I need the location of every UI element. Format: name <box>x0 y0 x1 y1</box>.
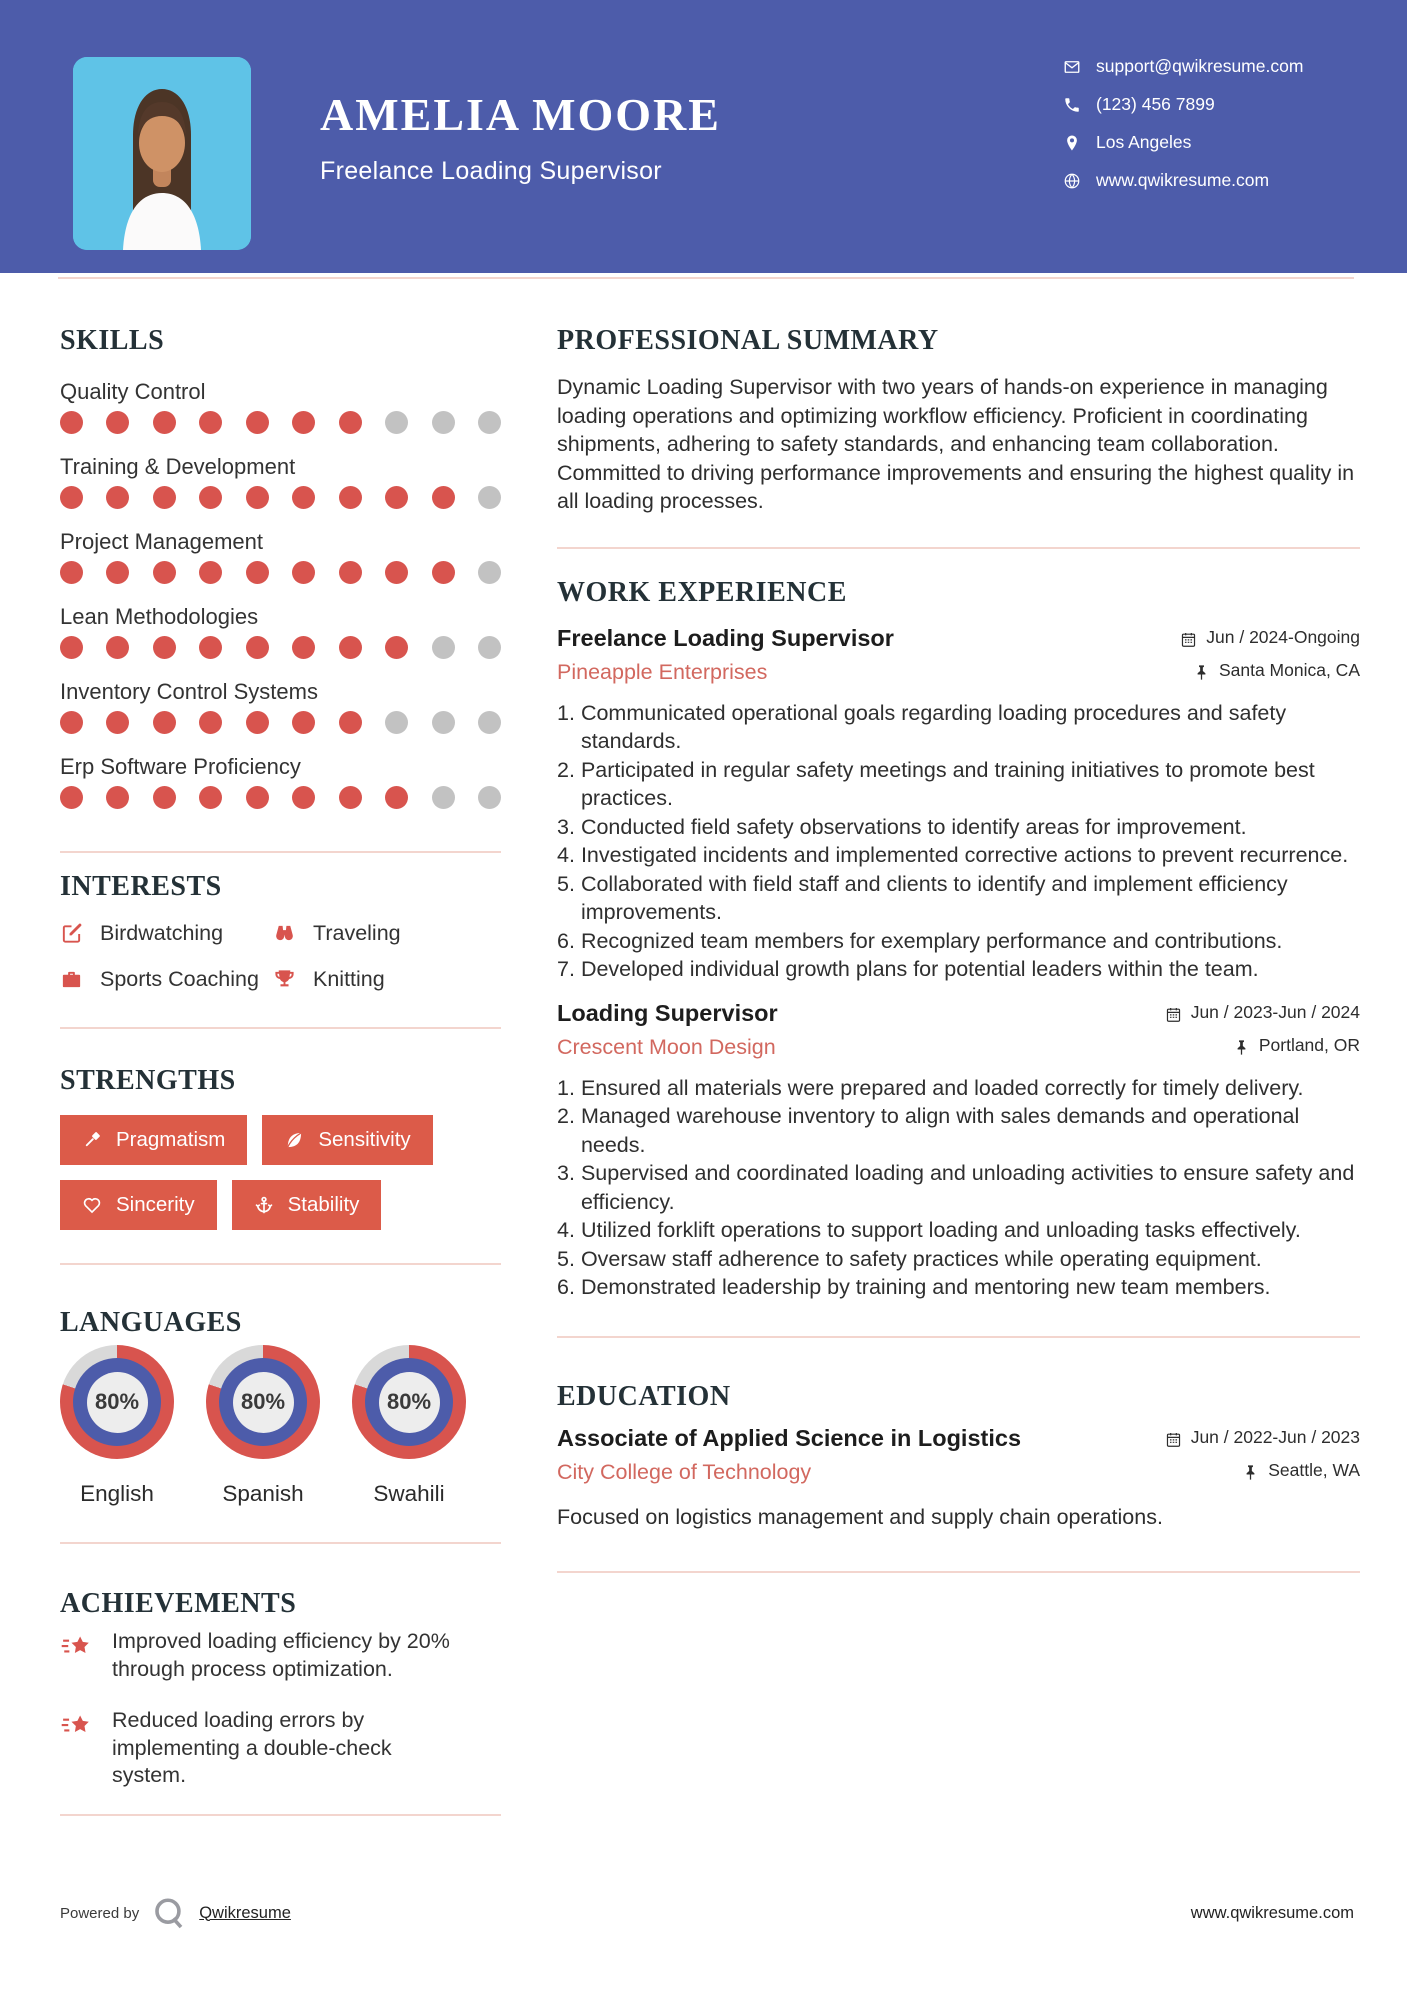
skill-dot-filled <box>246 411 269 434</box>
skill-dot-empty <box>432 636 455 659</box>
shooting-star-icon <box>60 1709 94 1743</box>
bullet-number: 3. <box>557 1161 575 1185</box>
language-item <box>206 1345 320 1507</box>
skill-label: Lean Methodologies <box>60 604 259 629</box>
contact-text: www.qwikresume.com <box>1096 170 1270 190</box>
donut-ring <box>365 1358 453 1446</box>
skill-dot-filled <box>339 786 362 809</box>
skill-dot-filled <box>199 786 222 809</box>
skill-dot-empty <box>432 411 455 434</box>
bullet-number: 7. <box>557 957 575 981</box>
achievement-item <box>60 1628 501 1683</box>
pushpin-icon <box>1193 664 1210 681</box>
leaf-icon <box>284 1130 304 1150</box>
skill-dot-filled <box>106 561 129 584</box>
education-header-row <box>557 1425 1360 1452</box>
bullet-number: 5. <box>557 1246 575 1271</box>
strength-badge <box>60 1115 247 1165</box>
achievement-item <box>60 1707 501 1790</box>
achievements-heading: ACHIEVEMENTS <box>60 1588 297 1619</box>
skill-dot-filled <box>292 561 315 584</box>
strengths-heading: STRENGTHS <box>60 1065 236 1096</box>
donut-percent: 80% <box>94 1389 140 1414</box>
skills-list <box>60 379 501 809</box>
interests-grid <box>60 921 501 992</box>
bullet-text: Collaborated with field staff and clients to identify and implement efficiency improvements. <box>580 871 1288 924</box>
skill-dot-filled <box>432 486 455 509</box>
strength-badge <box>60 1180 217 1230</box>
strength-badge <box>262 1115 432 1165</box>
skill-dot-filled <box>106 636 129 659</box>
anchor-icon <box>254 1195 274 1215</box>
strength-label: Stability <box>287 1193 360 1216</box>
email-icon <box>1063 58 1081 76</box>
skill-dot-filled <box>339 486 362 509</box>
job-location-text: Santa Monica, CA <box>1218 659 1360 680</box>
skill-dot-filled <box>199 486 222 509</box>
strengths-badges <box>60 1115 501 1245</box>
bullet-number: 1. <box>557 1075 575 1100</box>
skill-dot-filled <box>385 561 408 584</box>
donut-center <box>233 1372 294 1433</box>
skill-dot-filled <box>246 636 269 659</box>
job-bullet <box>557 955 1360 984</box>
bullet-number: 6. <box>557 928 575 953</box>
skill-label: Quality Control <box>60 379 206 404</box>
bullet-number: 5. <box>557 871 575 896</box>
contact-text: support@qwikresume.com <box>1096 56 1304 76</box>
bullet-number: 2. <box>557 1104 575 1128</box>
bullet-text: Developed individual growth plans for potential leaders within the team. <box>580 957 1259 981</box>
job-bullet <box>557 927 1360 956</box>
contact-item <box>1063 56 1303 77</box>
skill-dot-filled <box>385 786 408 809</box>
job-location <box>1193 660 1360 681</box>
main-column <box>557 273 1360 1573</box>
skill-dot-filled <box>199 411 222 434</box>
job-subheader-row <box>557 660 1360 685</box>
job-bullets <box>557 1074 1360 1302</box>
donut-percent: 80% <box>386 1389 432 1414</box>
experience-heading: WORK EXPERIENCE <box>557 576 847 608</box>
bullet-text: Investigated incidents and implemented corrective actions to prevent recurrence. <box>580 843 1349 867</box>
interest-item <box>60 921 273 946</box>
skill-dot-empty <box>385 411 408 434</box>
strength-label: Sensitivity <box>318 1128 411 1151</box>
job-entry <box>557 625 1360 984</box>
contact-item <box>1063 94 1303 115</box>
bullet-number: 4. <box>557 1218 575 1242</box>
skill-item <box>60 379 501 434</box>
skill-dots <box>60 411 501 434</box>
location-icon <box>1063 134 1081 152</box>
jobs-list <box>557 625 1360 1302</box>
bullet-number: 4. <box>557 843 575 867</box>
skill-dots <box>60 786 501 809</box>
skill-dot-filled <box>106 411 129 434</box>
qwikresume-link[interactable]: Qwikresume <box>199 1903 291 1922</box>
skill-dot-filled <box>153 786 176 809</box>
interest-label: Sports Coaching <box>100 967 259 991</box>
bullet-text: Supervised and coordinated loading and unloading activities to ensure safety and efficiency. <box>580 1161 1355 1214</box>
skill-dot-filled <box>292 636 315 659</box>
bullet-number: 3. <box>557 814 575 839</box>
skill-item <box>60 679 501 734</box>
skill-item <box>60 604 501 659</box>
candidate-name: AMELIA MOORE <box>320 89 721 140</box>
skill-dot-filled <box>106 711 129 734</box>
phone-icon <box>1063 96 1081 114</box>
education-dates-text: Jun / 2022-Jun / 2023 <box>1190 1426 1360 1447</box>
interest-item <box>273 921 501 946</box>
section-divider <box>60 1027 501 1029</box>
briefcase-icon <box>60 968 83 991</box>
job-bullet <box>557 699 1360 756</box>
skill-item <box>60 754 501 809</box>
education-entry <box>557 1425 1360 1532</box>
skill-dots <box>60 636 501 659</box>
skill-dot-empty <box>478 411 501 434</box>
heart-icon <box>82 1195 102 1215</box>
skill-dot-filled <box>199 561 222 584</box>
strength-label: Pragmatism <box>116 1128 226 1151</box>
skill-dot-filled <box>153 711 176 734</box>
skill-dot-filled <box>153 561 176 584</box>
job-title: Freelance Loading Supervisor <box>557 624 894 651</box>
calendar-icon <box>1165 1006 1182 1023</box>
avatar-illustration <box>73 57 251 250</box>
skills-heading: SKILLS <box>60 325 165 356</box>
footer <box>60 1895 1354 1931</box>
skill-dot-filled <box>153 486 176 509</box>
contact-text: Los Angeles <box>1096 132 1192 152</box>
bullet-number: 6. <box>557 1275 575 1299</box>
skill-dot-filled <box>339 411 362 434</box>
skill-dot-filled <box>153 636 176 659</box>
powered-by-label: Powered by <box>60 1904 140 1922</box>
education-description: Focused on logistics management and supply chain operations. <box>557 1504 1163 1529</box>
job-bullet <box>557 870 1360 927</box>
bullet-text: Communicated operational goals regarding loading procedures and safety standards. <box>580 700 1287 753</box>
qwikresume-logo <box>151 1895 187 1931</box>
footer-site-url: www.qwikresume.com <box>1190 1903 1354 1922</box>
job-title: Loading Supervisor <box>557 999 778 1026</box>
calendar-icon <box>1165 1431 1182 1448</box>
bullet-text: Ensured all materials were prepared and loaded correctly for timely delivery. <box>580 1075 1304 1100</box>
skill-dot-empty <box>478 486 501 509</box>
gavel-icon <box>82 1130 102 1150</box>
skill-dot-filled <box>246 486 269 509</box>
education-location-text: Seattle, WA <box>1268 1459 1360 1480</box>
pushpin-icon <box>1233 1039 1250 1056</box>
skill-item <box>60 454 501 509</box>
skill-label: Training & Development <box>60 454 296 479</box>
skill-dot-filled <box>246 561 269 584</box>
interest-label: Traveling <box>313 921 401 945</box>
binoculars-icon <box>273 922 296 945</box>
skill-dot-filled <box>246 711 269 734</box>
job-location <box>1233 1035 1360 1056</box>
job-header-row <box>557 625 1360 652</box>
job-bullets <box>557 699 1360 984</box>
education-location <box>1242 1460 1360 1481</box>
skill-dot-empty <box>478 786 501 809</box>
bullet-text: Participated in regular safety meetings and training initiatives to promote best practices. <box>580 757 1315 810</box>
donut-percent: 80% <box>240 1389 286 1414</box>
job-bullet <box>557 1102 1360 1159</box>
language-item <box>60 1345 174 1507</box>
education-school: City College of Technology <box>557 1459 812 1484</box>
donut-center <box>87 1372 148 1433</box>
language-donut <box>60 1345 174 1459</box>
skill-dots <box>60 561 501 584</box>
bullet-number: 2. <box>557 757 575 782</box>
achievement-text: Improved loading efficiency by 20% through process optimization. <box>112 1629 450 1681</box>
candidate-title: Freelance Loading Supervisor <box>320 157 662 185</box>
skill-dot-filled <box>106 486 129 509</box>
interest-label: Birdwatching <box>100 921 224 945</box>
interests-heading: INTERESTS <box>60 871 222 902</box>
skill-item <box>60 529 501 584</box>
skill-dot-filled <box>246 786 269 809</box>
skill-dot-filled <box>339 711 362 734</box>
job-location-text: Portland, OR <box>1258 1034 1360 1055</box>
job-dates-text: Jun / 2024-Ongoing <box>1206 626 1360 647</box>
skill-label: Erp Software Proficiency <box>60 754 301 779</box>
language-donut <box>206 1345 320 1459</box>
shooting-star-icon <box>60 1630 94 1664</box>
skill-dot-filled <box>432 561 455 584</box>
skill-dot-filled <box>292 411 315 434</box>
skill-dot-empty <box>478 561 501 584</box>
language-item <box>352 1345 466 1507</box>
profile-photo <box>73 57 251 250</box>
skill-dot-empty <box>385 711 408 734</box>
interest-label: Knitting <box>313 967 385 991</box>
job-bullet <box>557 813 1360 842</box>
job-subheader-row <box>557 1035 1360 1060</box>
skill-dot-filled <box>292 486 315 509</box>
skill-dot-filled <box>60 711 83 734</box>
section-divider <box>60 1263 501 1265</box>
summary-heading: PROFESSIONAL SUMMARY <box>557 325 939 356</box>
language-label: English <box>80 1481 154 1506</box>
skill-dot-empty <box>478 711 501 734</box>
strength-label: Sincerity <box>116 1193 195 1216</box>
skill-dot-filled <box>106 786 129 809</box>
skill-dot-filled <box>385 486 408 509</box>
skill-dot-empty <box>478 636 501 659</box>
skill-dot-filled <box>385 636 408 659</box>
section-divider <box>557 547 1360 549</box>
language-donut <box>352 1345 466 1459</box>
job-dates-text: Jun / 2023-Jun / 2024 <box>1190 1001 1360 1022</box>
interest-item <box>60 967 273 992</box>
donut-center <box>379 1372 440 1433</box>
job-bullet <box>557 756 1360 813</box>
calendar-icon <box>1180 631 1197 648</box>
language-label: Swahili <box>373 1481 445 1506</box>
language-label: Spanish <box>222 1481 304 1506</box>
bullet-number: 1. <box>557 700 575 725</box>
contact-item <box>1063 132 1303 153</box>
bullet-text: Managed warehouse inventory to align with sales demands and operational needs. <box>580 1104 1300 1157</box>
skill-dot-filled <box>60 786 83 809</box>
languages-row <box>60 1345 501 1507</box>
job-header-row <box>557 1000 1360 1027</box>
job-bullet <box>557 1216 1360 1245</box>
education-dates <box>1165 1427 1360 1448</box>
section-divider <box>557 1336 1360 1338</box>
skill-dot-filled <box>60 636 83 659</box>
bullet-text: Demonstrated leadership by training and mentoring new team members. <box>580 1275 1271 1299</box>
sidebar <box>60 273 501 1816</box>
education-degree: Associate of Applied Science in Logistics <box>557 1424 1022 1451</box>
bullet-text: Recognized team members for exemplary performance and contributions. <box>580 928 1283 953</box>
skill-dot-filled <box>292 786 315 809</box>
skill-dot-filled <box>60 486 83 509</box>
pushpin-icon <box>1242 1464 1259 1481</box>
section-divider <box>60 1542 501 1544</box>
bullet-text: Utilized forklift operations to support loading and unloading tasks effectively. <box>580 1218 1301 1242</box>
achievements-list <box>60 1628 501 1790</box>
job-company: Crescent Moon Design <box>557 1034 776 1059</box>
skill-dot-filled <box>339 561 362 584</box>
contact-item <box>1063 170 1303 191</box>
job-company: Pineapple Enterprises <box>557 659 768 684</box>
education-heading: EDUCATION <box>557 1380 731 1412</box>
contact-text: (123) 456 7899 <box>1096 94 1215 114</box>
skill-label: Inventory Control Systems <box>60 679 318 704</box>
skill-dot-filled <box>199 636 222 659</box>
identity-block <box>320 88 721 186</box>
section-divider <box>60 1814 501 1816</box>
skill-dot-filled <box>153 411 176 434</box>
job-dates <box>1180 627 1360 648</box>
job-bullet <box>557 1245 1360 1274</box>
achievement-text: Reduced loading errors by implementing a double-check system. <box>112 1708 392 1787</box>
trophy-icon <box>273 968 296 991</box>
skill-dot-empty <box>432 786 455 809</box>
job-bullet <box>557 841 1360 870</box>
skill-dot-filled <box>60 561 83 584</box>
pencil-square-icon <box>60 922 83 945</box>
bullet-text: Oversaw staff adherence to safety practices while operating equipment. <box>580 1246 1262 1271</box>
interest-item <box>273 967 501 992</box>
job-bullet <box>557 1159 1360 1216</box>
contact-list <box>1063 56 1303 191</box>
job-bullet <box>557 1074 1360 1103</box>
bullet-text: Conducted field safety observations to identify areas for improvement. <box>580 814 1247 839</box>
job-entry <box>557 1000 1360 1302</box>
skill-dot-filled <box>292 711 315 734</box>
languages-heading: LANGUAGES <box>60 1307 242 1338</box>
globe-icon <box>1063 172 1081 190</box>
job-dates <box>1165 1002 1360 1023</box>
section-divider <box>60 851 501 853</box>
skill-label: Project Management <box>60 529 263 554</box>
skill-dots <box>60 711 501 734</box>
donut-ring <box>73 1358 161 1446</box>
summary-text: Dynamic Loading Supervisor with two years of hands-on experience in managing loading operations and optimizing workflow efficiency. Proficient in coordinating shipments, adhering to safety standards, and enhancing team collaboration. Committed to driving performance improvements and ensuring the highest quality in all loading processes. <box>557 375 1355 513</box>
header-banner <box>0 0 1407 273</box>
skill-dot-filled <box>60 411 83 434</box>
section-divider <box>557 1571 1360 1573</box>
job-bullet <box>557 1273 1360 1302</box>
skill-dot-empty <box>432 711 455 734</box>
strength-badge <box>232 1180 382 1230</box>
education-subheader-row <box>557 1460 1360 1485</box>
donut-ring <box>219 1358 307 1446</box>
skill-dot-filled <box>199 711 222 734</box>
powered-by <box>60 1895 291 1931</box>
skill-dot-filled <box>339 636 362 659</box>
skill-dots <box>60 486 501 509</box>
